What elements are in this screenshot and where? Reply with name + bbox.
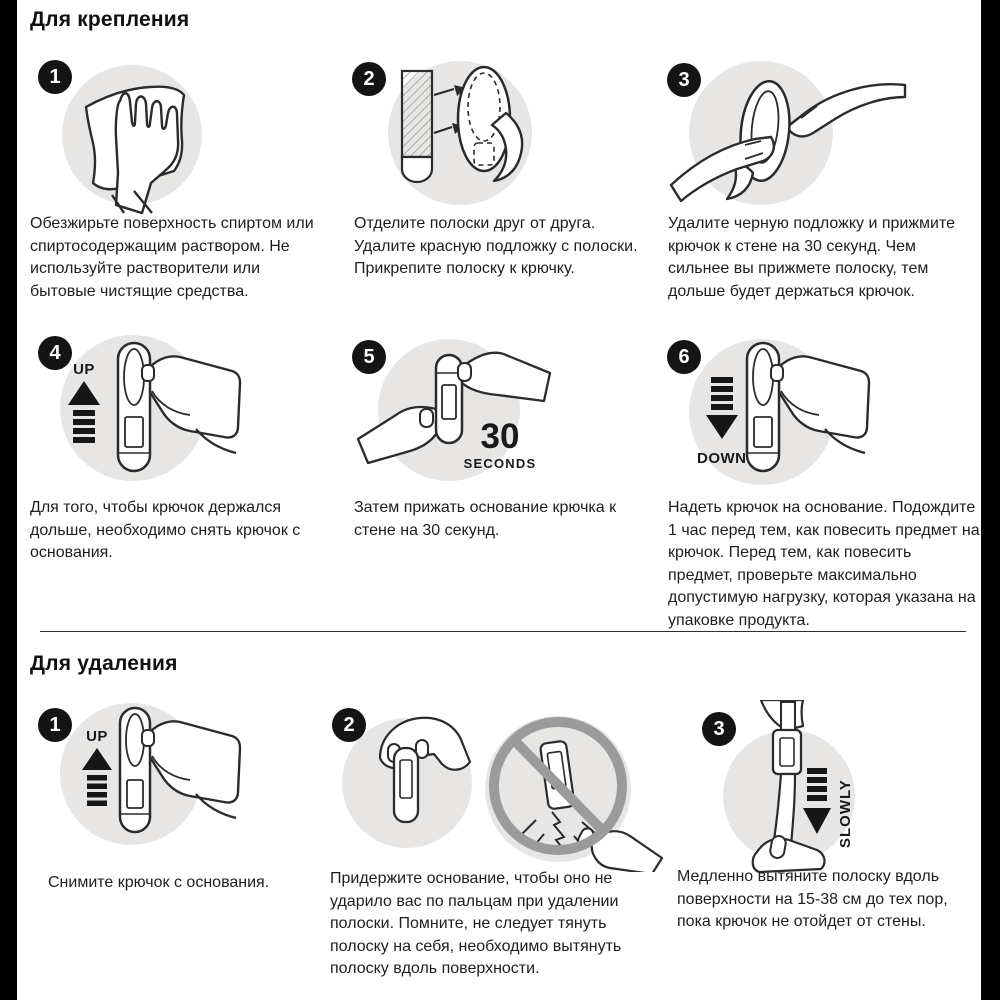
step-text: Медленно вытяните полоску вдоль поверхности на 15-38 см до тех пор, пока крючок не отойдет от стены.: [677, 868, 948, 930]
down-arrow-icon: [706, 377, 738, 441]
step-mount-1: [30, 55, 320, 305]
hook-body: [747, 343, 779, 471]
strip-pull-tab: [402, 157, 432, 182]
illustration-hold-base-warning: [330, 700, 665, 872]
step-badge: 6: [667, 340, 701, 374]
fingertip: [420, 409, 433, 427]
step-remove-1: [30, 700, 320, 930]
up-arrow-icon: [82, 748, 112, 808]
hook-body: [118, 343, 150, 471]
down-label: DOWN: [697, 450, 747, 467]
step-badge: 3: [667, 63, 701, 97]
step-remove-2: [330, 700, 665, 980]
step-badge: 3: [702, 712, 736, 746]
step-badge: 1: [38, 60, 72, 94]
step-mount-4: [30, 333, 315, 583]
step-badge: 5: [352, 340, 386, 374]
section-divider: [40, 631, 966, 632]
thirty-seconds-label: [458, 419, 542, 471]
seconds-label: SECONDS: [463, 456, 537, 471]
up-label: UP: [73, 361, 95, 378]
thumbnail: [458, 363, 471, 381]
up-arrow-group: [68, 361, 100, 450]
step-badge: 1: [38, 708, 72, 742]
up-arrow-icon: [68, 381, 100, 445]
step-text: Обезжирьте поверхность спиртом или спиртосодержащим раствором. Не используйте растворители или бытовые чистящие средства.: [30, 215, 314, 300]
hand: [116, 93, 178, 213]
up-arrow-group: [82, 728, 112, 813]
adhesive-strip: [402, 71, 432, 157]
letterbox-left: [0, 0, 17, 1000]
down-arrow-group: [697, 377, 747, 467]
section-title-removal: Для удаления: [30, 652, 178, 675]
up-label: UP: [86, 728, 108, 745]
letterbox-right: [981, 0, 1000, 1000]
fingertip: [771, 365, 783, 381]
step-badge: 4: [38, 336, 72, 370]
fingertip: [142, 730, 154, 746]
fingertip: [142, 365, 154, 381]
step-text: Надеть крючок на основание. Подождите 1 час перед тем, как повесить предмет на крючок. Перед тем, как повесить предмет, проверьте максимально допустимую нагрузку, которая указана на упаковке продукта.: [668, 499, 980, 629]
step-mount-3: [665, 55, 967, 305]
hook-base: [773, 730, 801, 774]
step-remove-3: [665, 700, 970, 980]
illustration-remove-hook-up: [30, 700, 320, 870]
step-text: Отделите полоски друг от друга. Удалите красную подложку с полоски. Прикрепите полоску к крючку.: [354, 215, 638, 277]
hook-base: [394, 748, 418, 822]
step-mount-2: [350, 55, 638, 305]
illustration-clean-surface: [30, 55, 320, 215]
illustration-press-hook: [665, 55, 967, 215]
step-text: Снимите крючок с основания.: [48, 874, 270, 891]
slowly-label: SLOWLY: [837, 779, 854, 848]
step-text: Затем прижать основание крючка к стене на 30 секунд.: [354, 499, 617, 539]
step-text: Для того, чтобы крючок держался дольше, необходимо снять крючок с основания.: [30, 499, 301, 561]
thirty-label: 30: [480, 417, 520, 456]
step-badge: 2: [352, 62, 386, 96]
illustration-attach-strip: [350, 55, 638, 215]
step-mount-6: [665, 333, 980, 633]
step-text: Придержите основание, чтобы оно не ударило вас по пальцам при удалении полоски. Помните, не следует тянуть полоску на себя, необходимо вытянуть полоску вдоль поверхности.: [330, 870, 622, 977]
down-arrow-icon: [803, 768, 831, 840]
slowly-arrow-group: [803, 768, 831, 845]
step-badge: 2: [332, 708, 366, 742]
section-title-mounting: Для крепления: [30, 8, 190, 31]
step-text: Удалите черную подложку и прижмите крючок к стене на 30 секунд. Чем сильнее вы прижмете полоску, тем дольше будет держаться крючок.: [668, 215, 956, 300]
step-mount-5: [350, 333, 640, 583]
